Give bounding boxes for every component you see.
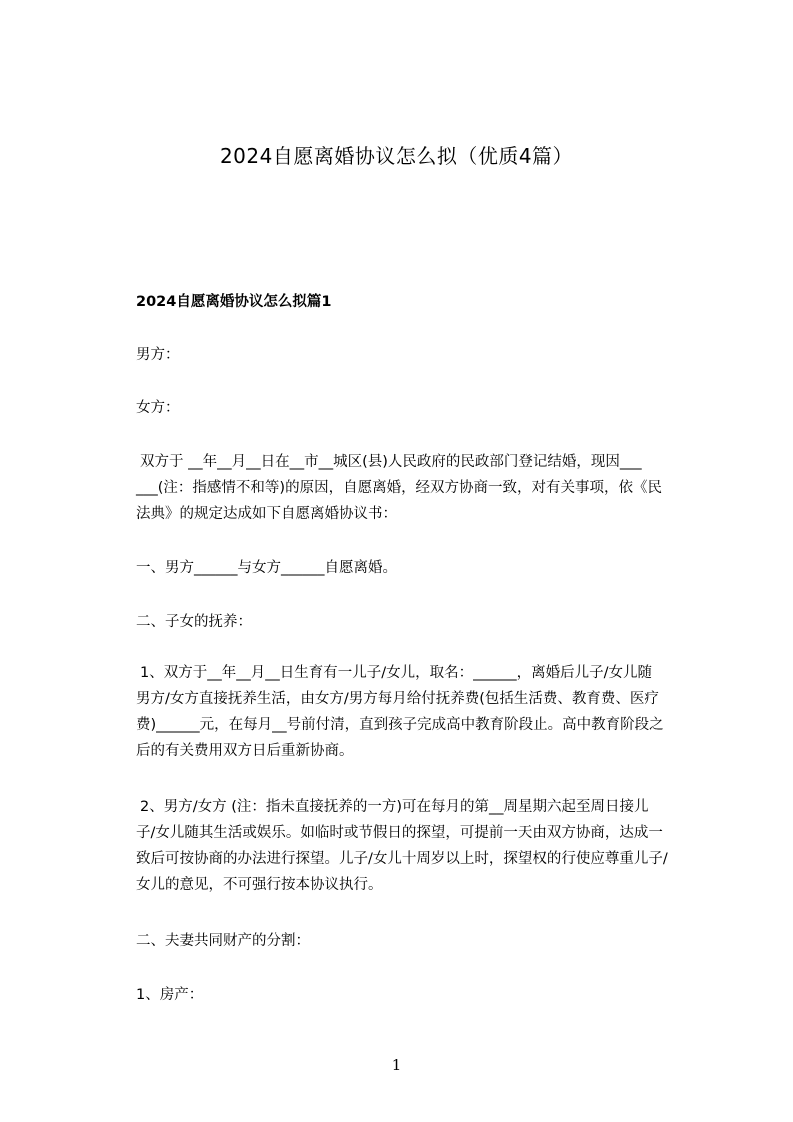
intro-line: ___(注：指感情不和等)的原因，自愿离婚，经双方协商一致，对有关事项，依《民 <box>136 480 663 496</box>
clause-3-title: 二、夫妻共同财产的分割： <box>136 933 310 949</box>
clause-2-2-line: 致后可按协商的办法进行探望。儿子/女儿十周岁以上时，探望权的行使应尊重儿子/ <box>136 851 668 867</box>
clause-2-2-line: 子/女儿随其生活或娱乐。如临时或节假日的探望，可提前一天由双方协商，达成一 <box>136 825 663 841</box>
section-heading: 2024自愿离婚协议怎么拟篇1 <box>136 294 332 310</box>
clause-2-2-paragraph <box>136 794 718 898</box>
intro-paragraph <box>136 449 718 527</box>
page-number: 1 <box>391 1056 402 1074</box>
intro-line: 双方于 __年__月__日在__市__城区(县)人民政府的民政部门登记结婚，现因___ <box>140 454 642 470</box>
clause-2-2-line: 2、男方/女方 (注：指未直接抚养的一方)可在每月的第__周星期六起至周日接儿 <box>140 799 649 815</box>
clause-3-1: 1、房产： <box>136 987 204 1003</box>
male-party-label: 男方： <box>136 347 180 363</box>
clause-2-1-line: 1、双方于__年__月__日生育有一儿子/女儿，取名：______，离婚后儿子/女儿随 <box>140 665 652 681</box>
clause-2-1-line: 后的有关费用双方日后重新协商。 <box>136 743 354 759</box>
clause-1: 一、男方______与女方______自愿离婚。 <box>136 560 397 576</box>
document-title: 2024自愿离婚协议怎么拟（优质4篇） <box>219 144 574 168</box>
clause-2-1-line: 费)______元，在每月__号前付清，直到孩子完成高中教育阶段止。高中教育阶段之 <box>136 717 664 733</box>
clause-2-title: 二、子女的抚养： <box>136 614 252 630</box>
clause-2-1-paragraph <box>136 660 718 764</box>
intro-line: 法典》的规定达成如下自愿离婚协议书： <box>136 506 397 522</box>
female-party-label: 女方： <box>136 400 180 416</box>
clause-2-1-line: 男方/女方直接抚养生活，由女方/男方每月给付抚养费(包括生活费、教育费、医疗 <box>136 691 659 707</box>
clause-2-2-line: 女儿的意见，不可强行按本协议执行。 <box>136 877 383 893</box>
